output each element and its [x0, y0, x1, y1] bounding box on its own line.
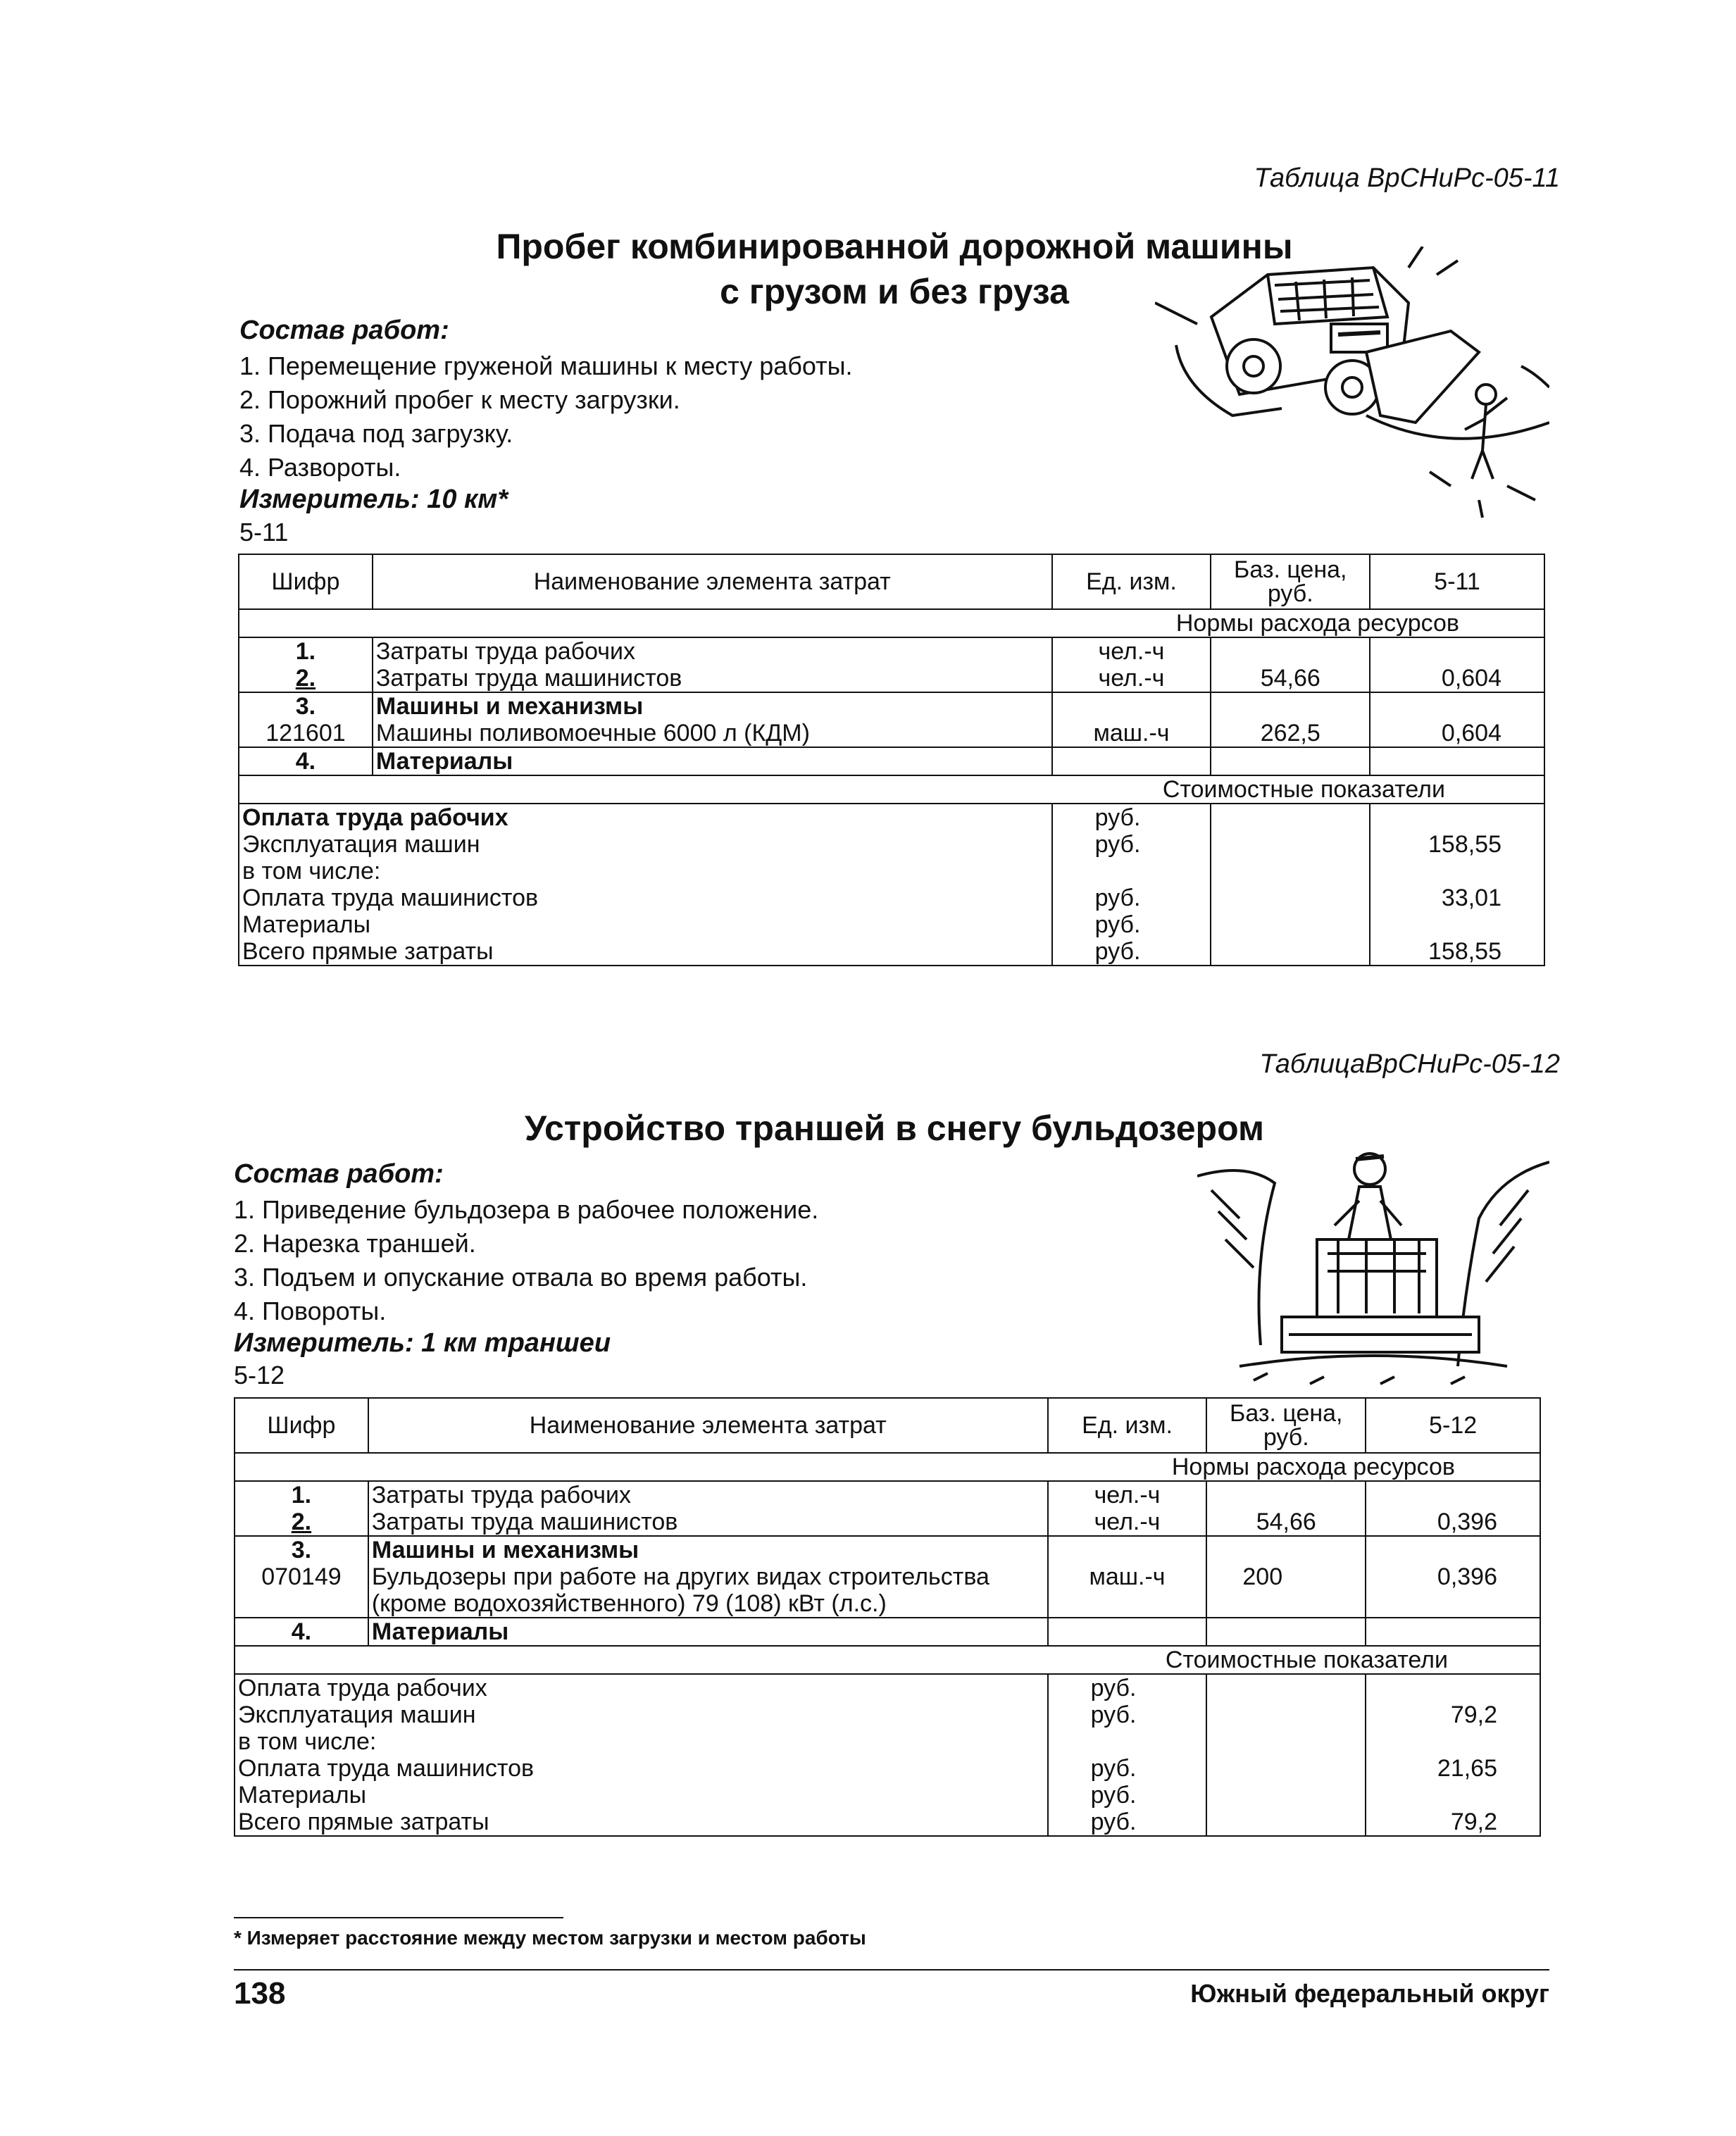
row-unit: чел.-ч: [1052, 665, 1211, 692]
cost-band: Стоимостные показатели: [239, 775, 1544, 804]
norms-band: Нормы расхода ресурсов: [235, 1453, 1540, 1481]
table-row: [235, 1509, 1540, 1536]
resource-norms-table: [238, 554, 1545, 966]
list-item: 4. Повороты.: [234, 1297, 387, 1325]
cost-name: в том числе:: [235, 1728, 1048, 1755]
list-item: 3. Подача под загрузку.: [239, 419, 513, 448]
footer-rule: [234, 1969, 1549, 1971]
column-header: Баз. цена, руб.: [1206, 1398, 1366, 1453]
row-unit: [1052, 692, 1211, 720]
row-value: 0,396: [1366, 1509, 1540, 1536]
work-composition-heading: Состав работ:: [234, 1159, 444, 1189]
row-value: 0,604: [1370, 720, 1544, 747]
cost-row: [239, 804, 1544, 831]
row-name: Затраты труда рабочих: [373, 637, 1052, 665]
table-row: [239, 720, 1544, 747]
cost-unit: руб.: [1048, 1755, 1207, 1782]
row-name: Материалы: [368, 1618, 1048, 1646]
row-number: 4.: [235, 1618, 368, 1646]
list-item: 2. Порожний пробег к месту загрузки.: [239, 385, 680, 414]
cost-row: [239, 858, 1544, 885]
norms-band: Нормы расхода ресурсов: [239, 609, 1544, 637]
row-value: [1370, 692, 1544, 720]
table-header-row: [239, 554, 1544, 609]
measure-unit: Измеритель: 10 км*: [239, 485, 508, 514]
row-price: [1206, 1481, 1366, 1509]
cost-value: 79,2: [1366, 1809, 1540, 1836]
cost-unit: руб.: [1048, 1701, 1207, 1728]
table-reference: Таблица ВрСНиРс-05-11: [1254, 163, 1560, 193]
row-price: [1206, 1618, 1366, 1646]
page-number: 138: [234, 1976, 286, 2011]
table-row: [235, 1618, 1540, 1646]
row-price: 262,5: [1211, 720, 1370, 747]
cost-name: Материалы: [239, 911, 1052, 938]
column-header: Баз. цена, руб.: [1211, 554, 1370, 609]
cost-name: Оплата труда машинистов: [235, 1755, 1048, 1782]
cost-row: [235, 1809, 1540, 1836]
resource-norms-table: [234, 1397, 1541, 1837]
row-price: [1211, 747, 1370, 775]
cost-name: Оплата труда рабочих: [239, 804, 1052, 831]
row-unit: чел.-ч: [1052, 637, 1211, 665]
work-composition-heading: Состав работ:: [239, 316, 449, 345]
table-row: [235, 1536, 1540, 1563]
cost-value: [1366, 1782, 1540, 1809]
cost-unit: руб.: [1048, 1809, 1207, 1836]
row-unit: маш.-ч: [1048, 1563, 1207, 1618]
table-header-row: [235, 1398, 1540, 1453]
bulldozer-illustration: [1197, 1134, 1549, 1394]
column-header: 5-12: [1366, 1398, 1540, 1453]
row-value: 0,396: [1366, 1563, 1540, 1618]
cost-value: [1366, 1728, 1540, 1755]
column-header: Наименование элемента затрат: [368, 1398, 1048, 1453]
column-header: Ед. изм.: [1052, 554, 1211, 609]
row-unit: [1052, 747, 1211, 775]
row-code: 070149: [235, 1563, 368, 1618]
cost-row: [235, 1755, 1540, 1782]
table-row: [239, 637, 1544, 665]
title-line: с грузом и без груза: [720, 272, 1069, 311]
row-number: 2.: [235, 1509, 368, 1536]
row-value: [1366, 1536, 1540, 1563]
cost-value: 21,65: [1366, 1755, 1540, 1782]
column-header: Ед. изм.: [1048, 1398, 1207, 1453]
cost-value: [1370, 804, 1544, 831]
cost-value: 79,2: [1366, 1701, 1540, 1728]
row-name: Машины поливомоечные 6000 л (КДМ): [373, 720, 1052, 747]
title-line: Пробег комбинированной дорожной машины: [496, 227, 1293, 266]
row-price: 54,66: [1206, 1509, 1366, 1536]
work-list: [239, 349, 852, 485]
cost-name: Эксплуатация машин: [239, 831, 1052, 858]
row-number: 4.: [239, 747, 373, 775]
column-header: Наименование элемента затрат: [373, 554, 1052, 609]
row-number: 3.: [235, 1536, 368, 1563]
table-reference: ТаблицаВрСНиРс-05-12: [1259, 1049, 1560, 1079]
row-name: Машины и механизмы: [373, 692, 1052, 720]
row-number: 2.: [239, 665, 373, 692]
cost-value: 158,55: [1370, 938, 1544, 966]
row-name: [368, 1563, 1048, 1618]
cost-unit: руб.: [1052, 804, 1211, 831]
cost-name: Эксплуатация машин: [235, 1701, 1048, 1728]
cost-value: [1370, 911, 1544, 938]
cost-row: [235, 1701, 1540, 1728]
cost-row: [235, 1782, 1540, 1809]
list-item: 3. Подъем и опускание отвала во время работы.: [234, 1263, 808, 1292]
table-row: [239, 692, 1544, 720]
row-unit: чел.-ч: [1048, 1509, 1207, 1536]
row-name: Материалы: [373, 747, 1052, 775]
footnote: * Измеряет расстояние между местом загрузки и местом работы: [234, 1927, 866, 1949]
cost-name: Всего прямые затраты: [239, 938, 1052, 966]
row-number: 1.: [239, 637, 373, 665]
column-header: Шифр: [239, 554, 373, 609]
section-title: Устройство траншей в снегу бульдозером: [525, 1108, 1264, 1148]
cost-value: [1370, 858, 1544, 885]
row-unit: чел.-ч: [1048, 1481, 1207, 1509]
cost-name: Оплата труда рабочих: [235, 1674, 1048, 1701]
cost-unit: [1048, 1728, 1207, 1755]
cost-name: в том числе:: [239, 858, 1052, 885]
table-row: [235, 1481, 1540, 1509]
list-item: 1. Приведение бульдозера в рабочее положение.: [234, 1195, 819, 1224]
cost-row: [239, 831, 1544, 858]
cost-unit: руб.: [1052, 885, 1211, 911]
cost-row: [239, 885, 1544, 911]
row-value: [1370, 637, 1544, 665]
table-row: [239, 665, 1544, 692]
row-name-line: (кроме водохозяйственного) 79 (108) кВт (л.с.): [371, 1590, 887, 1617]
row-code: 121601: [239, 720, 373, 747]
measure-unit: Измеритель: 1 км траншеи: [234, 1328, 611, 1358]
row-value: [1366, 1481, 1540, 1509]
column-header: 5-11: [1370, 554, 1544, 609]
row-unit: [1048, 1618, 1207, 1646]
row-name-line: Бульдозеры при работе на других видах строительства: [371, 1563, 989, 1590]
cost-name: Оплата труда машинистов: [239, 885, 1052, 911]
cost-unit: [1052, 858, 1211, 885]
table-row: [239, 747, 1544, 775]
row-number: 1.: [235, 1481, 368, 1509]
table-row: [235, 1563, 1540, 1618]
row-value: [1366, 1618, 1540, 1646]
column-header: Шифр: [235, 1398, 368, 1453]
row-price: 200: [1206, 1563, 1366, 1618]
cost-band: Стоимостные показатели: [235, 1646, 1540, 1674]
row-name: Затраты труда машинистов: [373, 665, 1052, 692]
row-name: Машины и механизмы: [368, 1536, 1048, 1563]
cost-row: [239, 938, 1544, 966]
row-price: [1211, 637, 1370, 665]
cost-unit: руб.: [1052, 831, 1211, 858]
row-price: 54,66: [1211, 665, 1370, 692]
row-price: [1206, 1536, 1366, 1563]
cost-unit: руб.: [1048, 1782, 1207, 1809]
list-item: 2. Нарезка траншей.: [234, 1229, 476, 1258]
cost-row: [235, 1674, 1540, 1701]
road-machine-illustration: [1155, 246, 1549, 521]
row-name: Затраты труда рабочих: [368, 1481, 1048, 1509]
row-value: 0,604: [1370, 665, 1544, 692]
cost-name: Материалы: [235, 1782, 1048, 1809]
cost-value: [1366, 1674, 1540, 1701]
footnote-rule: [234, 1917, 563, 1918]
list-item: 1. Перемещение груженой машины к месту работы.: [239, 351, 853, 380]
norm-code: 5-11: [239, 518, 289, 547]
cost-unit: руб.: [1052, 911, 1211, 938]
row-number: 3.: [239, 692, 373, 720]
cost-row: [235, 1728, 1540, 1755]
row-price: [1211, 692, 1370, 720]
cost-row: [239, 911, 1544, 938]
cost-value: 33,01: [1370, 885, 1544, 911]
cost-unit: руб.: [1052, 938, 1211, 966]
cost-value: 158,55: [1370, 831, 1544, 858]
cost-name: Всего прямые затраты: [235, 1809, 1048, 1836]
cost-unit: руб.: [1048, 1674, 1207, 1701]
row-value: [1370, 747, 1544, 775]
work-list: [234, 1193, 818, 1328]
row-name: Затраты труда машинистов: [368, 1509, 1048, 1536]
row-unit: [1048, 1536, 1207, 1563]
norm-code: 5-12: [234, 1361, 285, 1389]
region-label: Южный федеральный округ: [1190, 1979, 1549, 2008]
list-item: 4. Развороты.: [239, 453, 401, 482]
row-unit: маш.-ч: [1052, 720, 1211, 747]
